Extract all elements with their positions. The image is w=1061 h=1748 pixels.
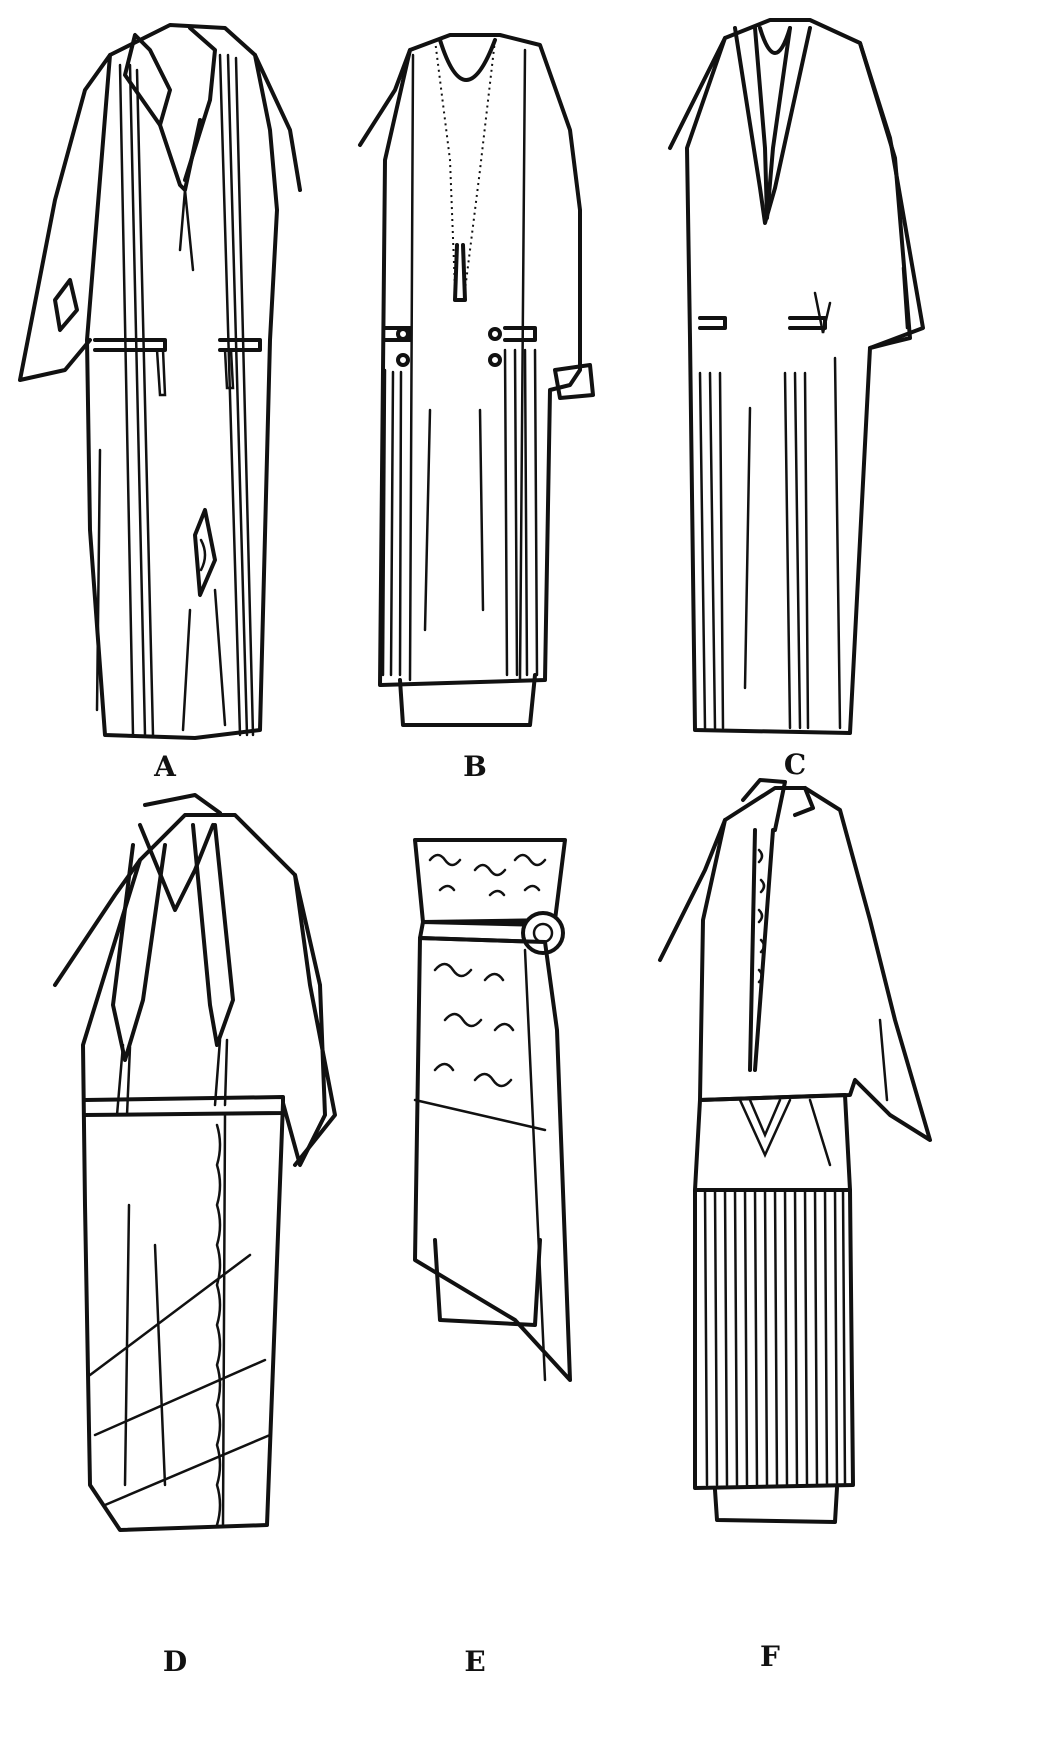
figure-a-dress [15,10,315,820]
figure-e-label: E [464,1645,486,1678]
figure-b-label: B [463,750,487,783]
figure-e-dress [395,830,645,1690]
figure-d-dress [45,785,345,1685]
figure-f-dress [655,770,955,1680]
figure-b-dress [355,10,615,820]
figure-f-label: F [760,1640,780,1673]
figure-d-label: D [162,1645,188,1678]
figure-c-dress [665,8,935,828]
figure-c-label: C [783,748,807,781]
figure-a-label: A [154,750,176,783]
